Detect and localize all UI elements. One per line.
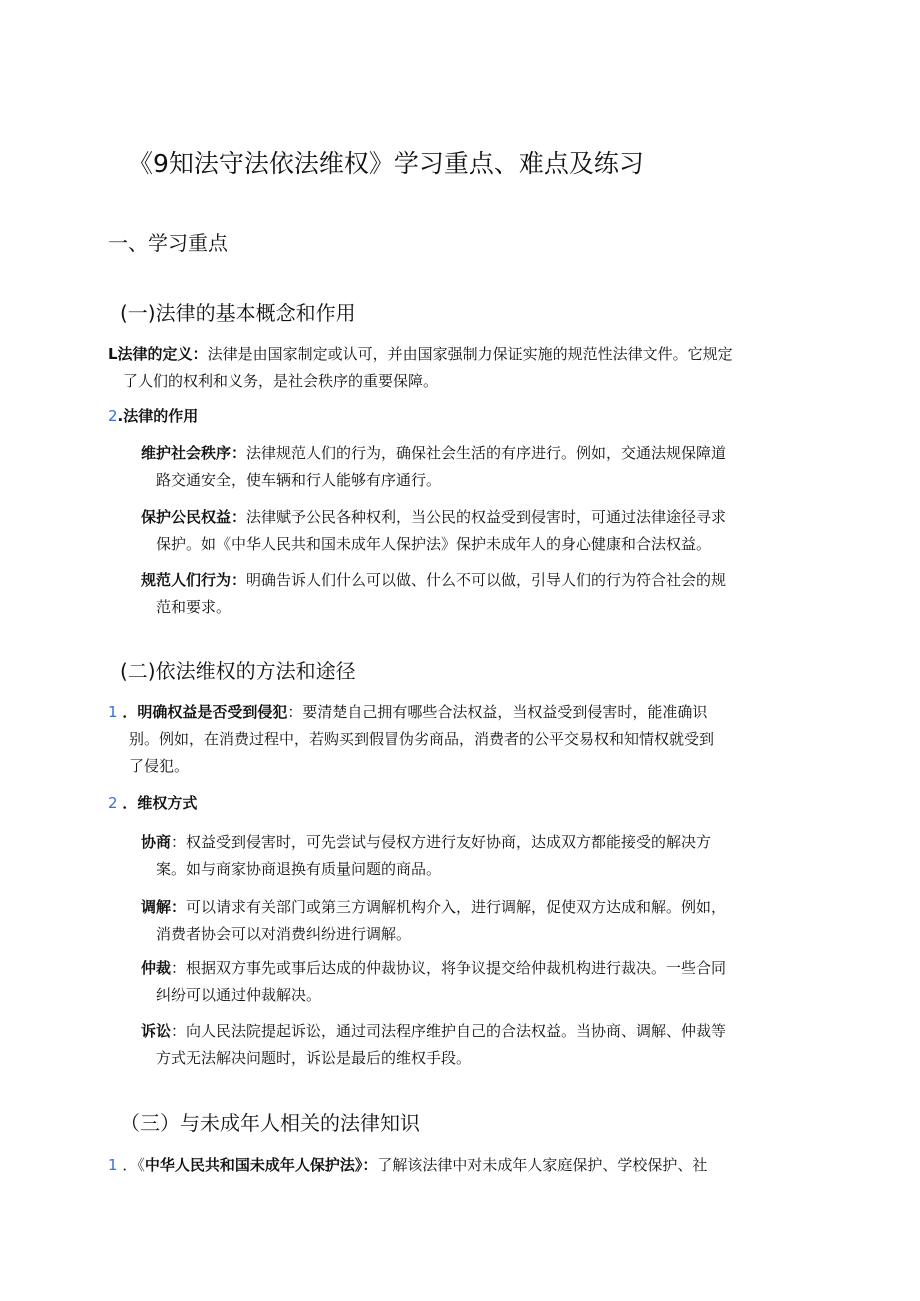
subsection-heading-law-concept: (一)法律的基本概念和作用 bbox=[120, 301, 356, 325]
method-text-line2: 案。如与商家协商退换有质量问题的商品。 bbox=[156, 860, 442, 878]
function-point-behavior bbox=[141, 567, 726, 621]
minor-law-line1: 了解该法律中对未成年人家庭保护、学校保护、社 bbox=[377, 1156, 708, 1174]
rights-infringement-line3: 了侵犯。 bbox=[129, 757, 190, 775]
method-arbitration bbox=[141, 955, 726, 1009]
law-function-heading bbox=[108, 403, 198, 430]
rights-infringement-line2: 别。例如，在消费过程中，若购买到假冒伪劣商品，消费者的公平交易权和知情权就受到 bbox=[129, 730, 715, 748]
list-number: 2 bbox=[108, 407, 118, 425]
rights-methods-heading bbox=[108, 790, 197, 817]
point-label: 维护社会秩序： bbox=[141, 444, 247, 462]
law-definition-paragraph bbox=[108, 341, 733, 395]
rights-methods-label: ．维权方式 bbox=[122, 794, 198, 812]
point-label: 规范人们行为： bbox=[141, 571, 247, 589]
method-label: 协商 bbox=[141, 833, 172, 851]
method-text-line2: 方式无法解决问题时，诉讼是最后的维权手段。 bbox=[156, 1049, 472, 1067]
method-text-line2: 消费者协会可以对消费纠纷进行调解。 bbox=[156, 925, 412, 943]
rights-infringement-label: ．明确权益是否受到侵犯 bbox=[122, 703, 288, 721]
method-label: 仲裁 bbox=[141, 959, 172, 977]
point-text-line2: 路交通安全，使车辆和行人能够有序通行。 bbox=[156, 471, 442, 489]
point-text-line2: 保护。如《中华人民共和国未成年人保护法》保护未成年人的身心健康和合法权益。 bbox=[156, 535, 712, 553]
minor-law-label: 中华人民共和国未成年人保护法》： bbox=[144, 1156, 378, 1174]
minor-law-prefix: ．《 bbox=[122, 1156, 145, 1174]
function-point-rights bbox=[141, 504, 726, 558]
point-text-line1: 法律赋予公民各种权利，当公民的权益受到侵害时，可通过法律途径寻求 bbox=[246, 508, 727, 526]
subsection-heading-minor-laws: （三）与未成年人相关的法律知识 bbox=[120, 1111, 420, 1135]
law-definition-text-line2: 了人们的权利和义务，是社会秩序的重要保障。 bbox=[123, 372, 439, 390]
list-number: 1 bbox=[108, 1156, 118, 1174]
point-text-line2: 范和要求。 bbox=[156, 598, 232, 616]
law-definition-label: L法律的定义： bbox=[108, 345, 208, 363]
point-text-line1: 明确告诉人们什么可以做、什么不可以做，引导人们的行为符合社会的规 bbox=[246, 571, 727, 589]
method-text-line2: 纠纷可以通过仲裁解决。 bbox=[156, 986, 322, 1004]
method-text-line1: ：根据双方事先或事后达成的仲裁协议，将争议提交给仲裁机构进行裁决。一些合同 bbox=[171, 959, 727, 977]
method-litigation bbox=[141, 1018, 726, 1072]
point-label: 保护公民权益： bbox=[141, 508, 247, 526]
method-label: 诉讼 bbox=[141, 1022, 172, 1040]
method-mediation bbox=[141, 894, 726, 948]
method-text-line1: ：向人民法院提起诉讼，通过司法程序维护自己的合法权益。当协商、调解、仲裁等 bbox=[171, 1022, 727, 1040]
function-point-order bbox=[141, 440, 726, 494]
list-number: 2 bbox=[108, 794, 118, 812]
subsection-heading-rights-protection: (二)依法维权的方法和途径 bbox=[120, 659, 356, 683]
law-definition-text-line1: 法律是由国家制定或认可，并由国家强制力保证实施的规范性法律文件。它规定 bbox=[207, 345, 733, 363]
method-negotiation bbox=[141, 829, 711, 883]
rights-infringement-paragraph bbox=[108, 699, 714, 780]
list-number: 1 bbox=[108, 703, 118, 721]
method-text-line1: ：权益受到侵害时，可先尝试与侵权方进行友好协商，达成双方都能接受的解决方 bbox=[171, 833, 712, 851]
point-text-line1: 法律规范人们的行为，确保社会生活的有序进行。例如，交通法规保障道 bbox=[246, 444, 727, 462]
law-function-label: .法律的作用 bbox=[117, 407, 199, 425]
method-label: 调解： bbox=[141, 898, 187, 916]
minor-protection-law-paragraph bbox=[108, 1152, 707, 1179]
rights-infringement-line1: ：要清楚自己拥有哪些合法权益，当权益受到侵害时，能准确识 bbox=[287, 703, 708, 721]
page-title: 《9知法守法依法维权》学习重点、难点及练习 bbox=[128, 149, 644, 178]
section-heading-study-focus: 一、学习重点 bbox=[108, 231, 228, 255]
method-text-line1: 可以请求有关部门或第三方调解机构介入，进行调解，促使双方达成和解。例如， bbox=[186, 898, 727, 916]
